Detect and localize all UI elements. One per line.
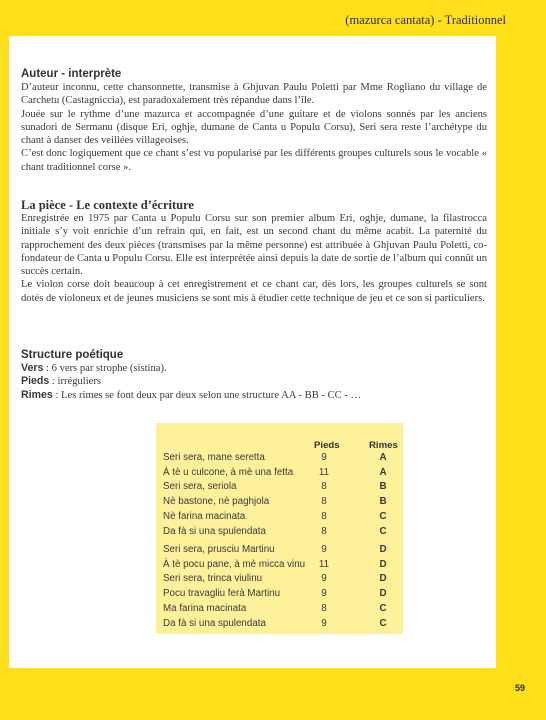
- rime-letter: A: [379, 466, 387, 478]
- pieds-count: 8: [321, 525, 327, 537]
- verse-text: Seri sera, mane seretta: [163, 452, 265, 463]
- rime-letter: C: [379, 525, 387, 537]
- verse-text: Da fà si una spulendata: [163, 525, 266, 537]
- rime-letter: D: [379, 588, 387, 600]
- verse-text: À tè pocu pane, à mè micca vinu: [163, 558, 306, 570]
- section-structure: [21, 348, 487, 402]
- rime-letter: B: [379, 496, 387, 508]
- table-row: [156, 481, 403, 496]
- page-header: [0, 0, 546, 36]
- table-row: [156, 452, 403, 467]
- verse-text: Nè bastone, nè paghjola: [163, 496, 270, 508]
- pieds-count: 8: [321, 510, 327, 522]
- table-row: [156, 467, 403, 482]
- pieds-count: 8: [321, 496, 327, 508]
- section-title-structure: Structure poétique: [21, 349, 124, 361]
- structure-pieds: [21, 375, 487, 388]
- table-row: [156, 544, 403, 559]
- verse-table: [156, 423, 403, 634]
- rime-letter: D: [379, 573, 387, 585]
- verse-text: Da fà si una spulendata: [163, 617, 266, 629]
- rime-letter: A: [379, 452, 387, 463]
- table-row: [156, 559, 403, 574]
- label-rimes: Rimes: [21, 388, 53, 401]
- value-vers: : 6 vers par strophe (sistina).: [43, 363, 167, 374]
- pieds-count: 11: [318, 558, 330, 570]
- paragraph: D’auteur inconnu, cette chansonnette, transmise à Ghjuvan Paulu Poletti par Mme Rogliano du village de Carchetu (Castagniccia), est paradoxalement très répandue dans l’île.: [21, 82, 487, 107]
- table-row: [156, 588, 403, 603]
- paragraph: Le violon corse doit beaucoup à cet enregistrement et ce chant car, dès lors, les groupes culturels se sont dotés de violoneux et de jeunes musiciens se sont mis à étudier cette technique de jeu et ce son si particuliers.: [21, 279, 487, 304]
- table-row: [156, 496, 403, 511]
- label-vers: Vers: [21, 362, 44, 374]
- verse-text: Seri sera, seriola: [163, 481, 237, 493]
- pieds-count: 8: [321, 602, 327, 614]
- table-row: [156, 618, 403, 633]
- pieds-count: 11: [318, 466, 330, 478]
- paragraph: C’est donc logiquement que ce chant s’est vu popularisé par les différents groupes culturels sous le vocable « chant traditionnel corse ».: [21, 148, 487, 173]
- pieds-count: 9: [321, 588, 327, 600]
- rime-letter: C: [379, 602, 387, 614]
- section-title-piece: La pièce - Le contexte d’écriture: [21, 198, 194, 212]
- rime-letter: D: [379, 544, 387, 555]
- structure-rimes: [21, 389, 487, 402]
- table-row: [156, 526, 403, 541]
- column-header-pieds: Pieds: [314, 440, 340, 451]
- pieds-count: 9: [321, 573, 327, 585]
- section-auteur: [21, 67, 487, 174]
- verse-text: Pocu travagliu ferà Martinu: [163, 588, 281, 600]
- paragraph: Jouée sur le rythme d’une mazurca et accompagnée d’une guitare et de violons sonnés par les anciens sunadori de Sermanu (disque Eri, oghje, dumane de Canta u Populu Corsu), Seri sera reste l’archétype du chant à danser des veillées villageoises.: [21, 108, 487, 147]
- rime-letter: C: [379, 510, 387, 522]
- rime-letter: B: [379, 481, 387, 493]
- rime-letter: D: [379, 558, 387, 570]
- value-rimes: : Les rimes se font deux par deux selon une structure AA - BB - CC - …: [52, 389, 362, 401]
- label-pieds: Pieds: [21, 375, 50, 388]
- pieds-count: 9: [321, 544, 327, 555]
- section-piece: [21, 198, 487, 305]
- verse-text: À tè u culcone, à mè una fetta: [163, 466, 294, 478]
- verse-text: Ma farina macinata: [163, 602, 247, 614]
- section-title-auteur: Auteur - interprète: [21, 68, 122, 80]
- column-header-rimes: Rimes: [369, 440, 398, 451]
- pieds-count: 9: [321, 452, 327, 463]
- verse-text: Seri sera, trinca viulinu: [163, 573, 263, 585]
- table-row: [156, 603, 403, 618]
- page-number: 59: [514, 683, 525, 693]
- table-row: [156, 511, 403, 526]
- verse-text: Nè farina macinata: [163, 510, 246, 522]
- pieds-count: 8: [321, 481, 327, 493]
- structure-vers: [21, 362, 487, 375]
- header-title: (mazurca cantata) - Traditionnel: [345, 13, 506, 27]
- paragraph: Enregistrée en 1975 par Canta u Populu Corsu sur son premier album Eri, oghje, dumane, la filastrocca initiale s’y voit enrichie d’un refrain qui, en fait, est un second chant du même acabit. La paternité du rapprochement des deux pièces (transmises par la même personne) est attribuée à Ghjuvan Paulu Poletti, co-fondateur de Canta u Populu Corsu. Elle est interprétée ainsi depuis la date de sortie de l’album qui connût un succès certain.: [21, 213, 487, 278]
- pieds-count: 9: [321, 617, 327, 629]
- value-pieds: : irréguliers: [49, 376, 102, 388]
- verse-text: Seri sera, prusciu Martinu: [163, 544, 275, 555]
- rime-letter: C: [379, 617, 387, 629]
- table-row: [156, 573, 403, 588]
